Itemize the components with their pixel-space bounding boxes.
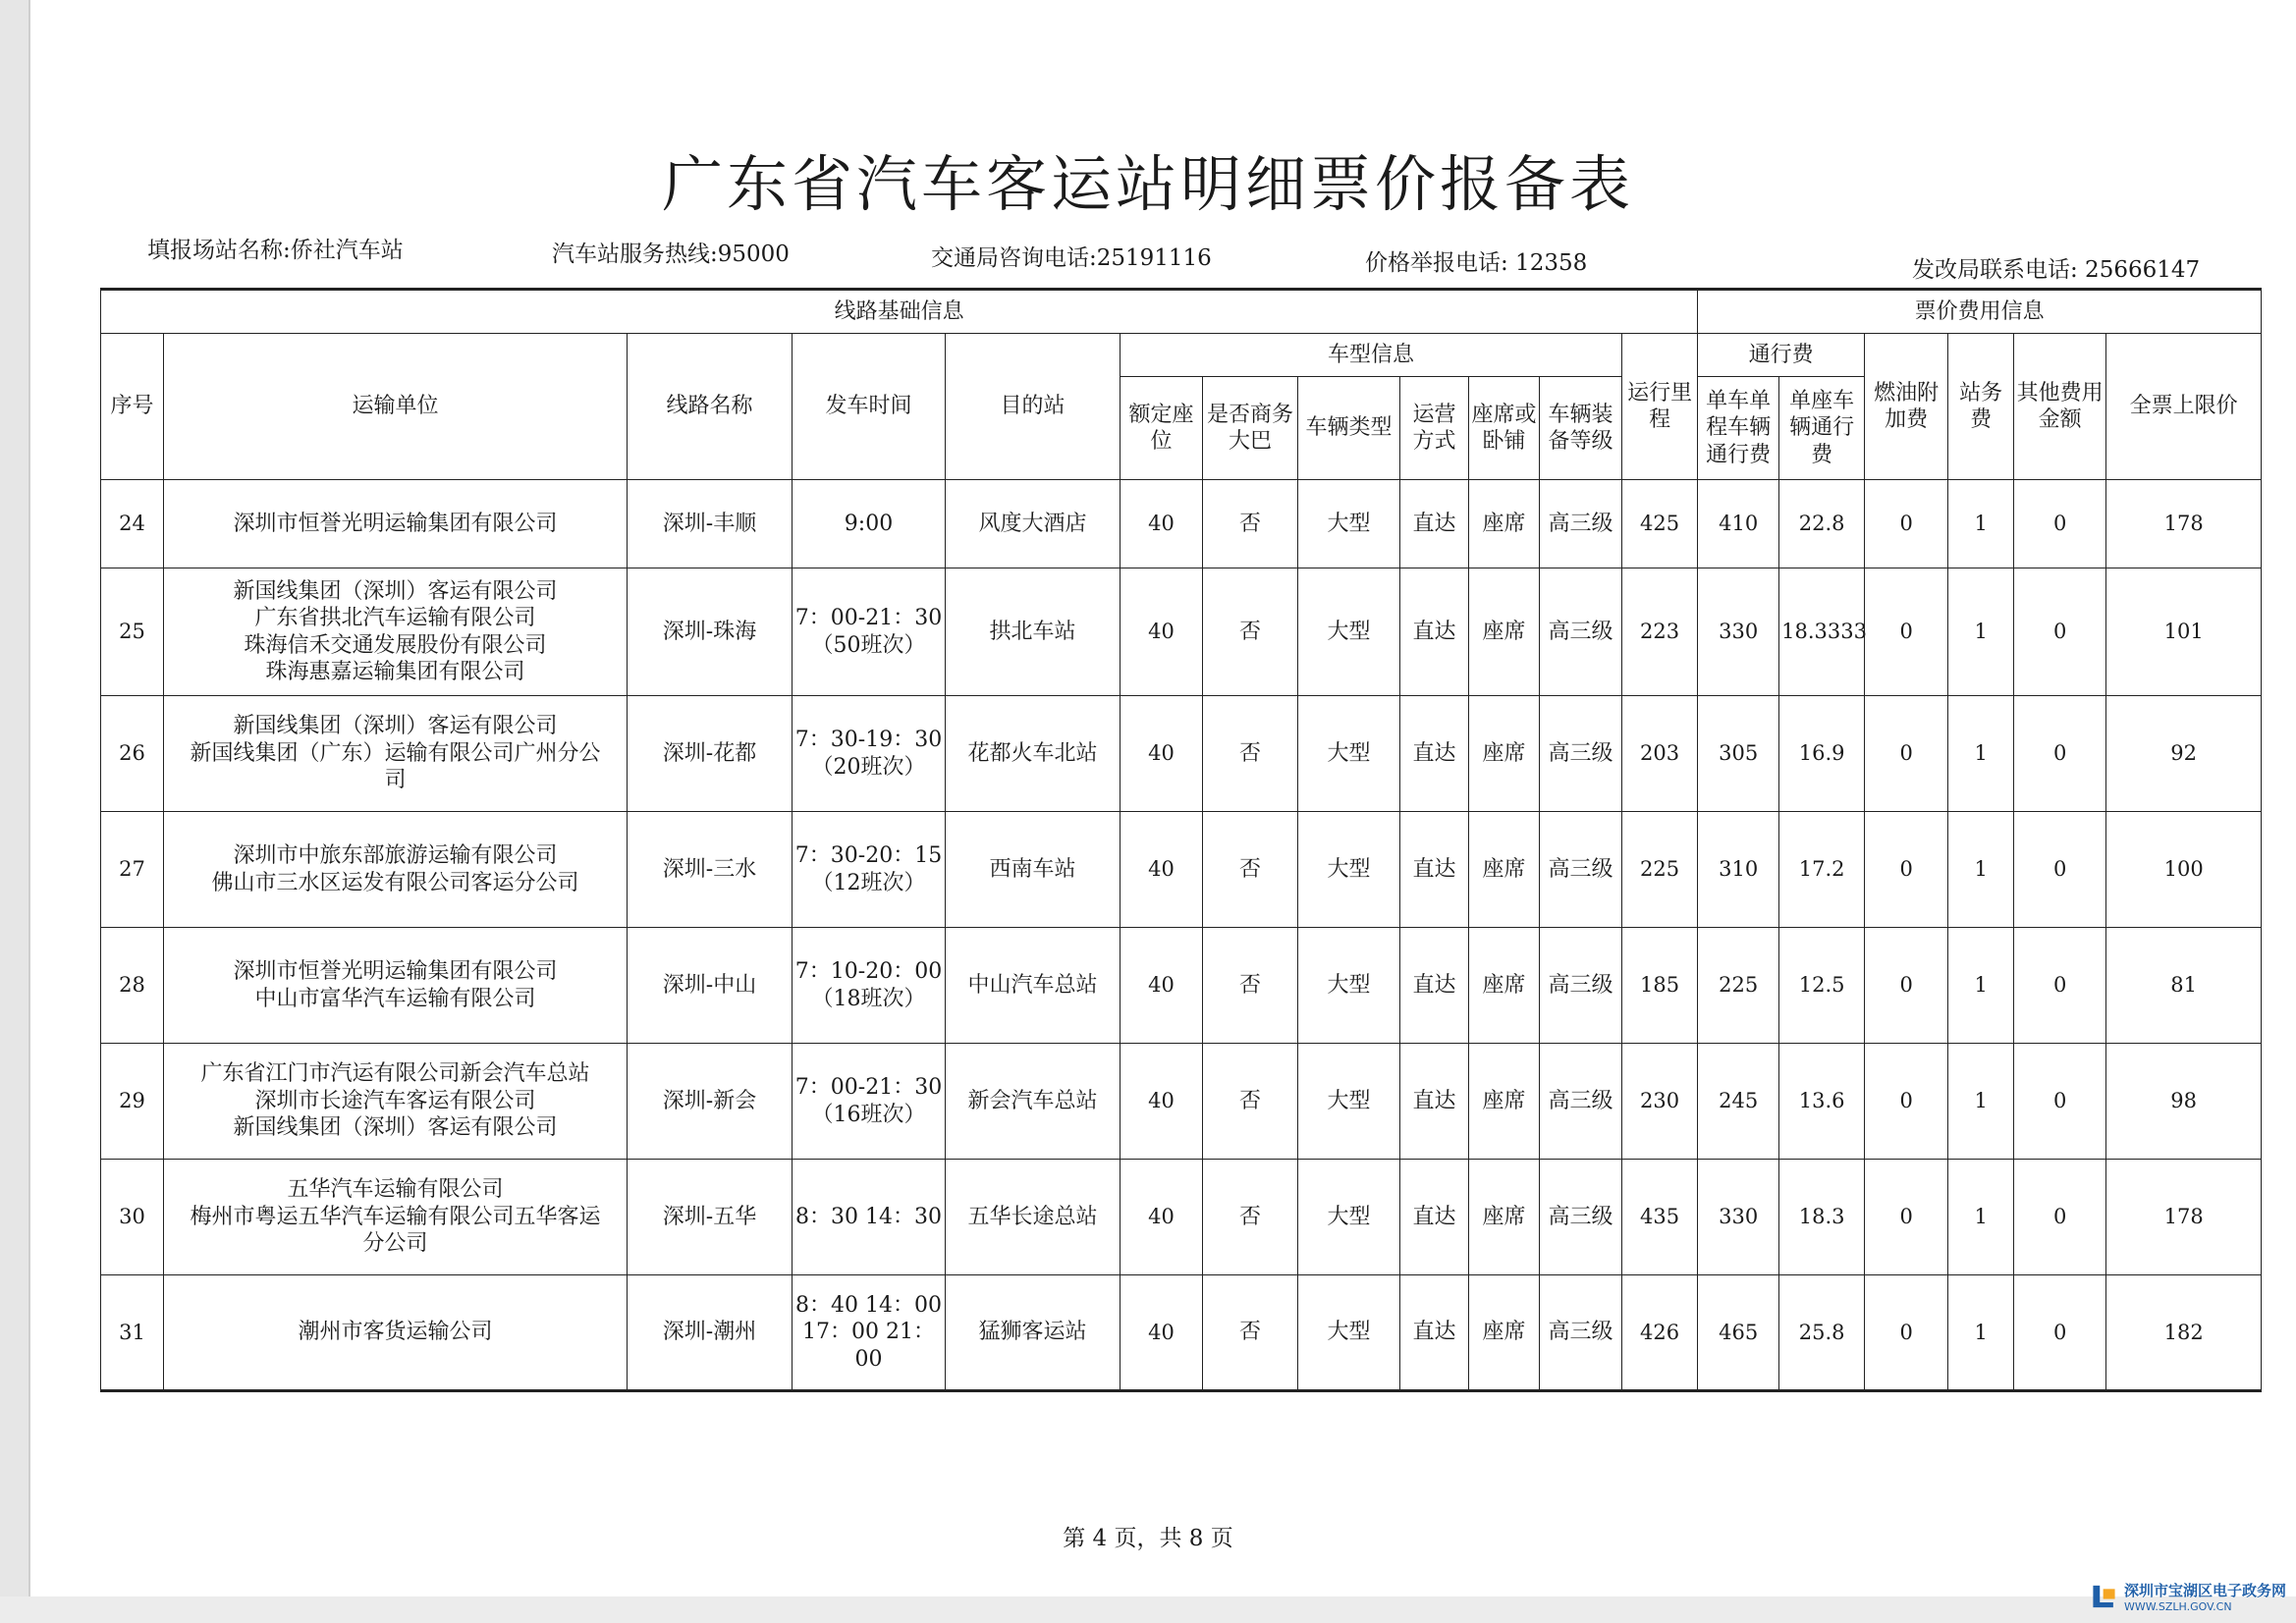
cell-time-line: 8：30 14：30 — [795, 1204, 942, 1229]
cell-time — [793, 696, 946, 812]
cell-grade: 高三级 — [1540, 696, 1622, 812]
cell-time-line: 8：40 14：00 — [795, 1292, 942, 1318]
cell-toll-seat: 22.8 — [1779, 480, 1865, 568]
col-carrier: 运输单位 — [164, 334, 628, 480]
cell-business: 否 — [1203, 1044, 1298, 1160]
cell-carrier-line: 中山市富华汽车运输有限公司 — [254, 986, 536, 1011]
cell-berth: 座席 — [1469, 928, 1540, 1044]
cell-carrier-line: 新国线集团（广东）运输有限公司广州分公 — [190, 740, 601, 766]
cell-business: 否 — [1203, 812, 1298, 928]
cell-business: 否 — [1203, 928, 1298, 1044]
cell-distance: 435 — [1622, 1160, 1698, 1275]
col-other-fee: 其他费用金额 — [2014, 334, 2106, 480]
cell-vehicle-type: 大型 — [1298, 1044, 1400, 1160]
cell-operation: 直达 — [1400, 1044, 1469, 1160]
col-distance: 运行里程 — [1622, 334, 1698, 480]
cell-destination: 五华长途总站 — [946, 1160, 1121, 1275]
col-max-fare: 全票上限价 — [2106, 334, 2262, 480]
cell-other-fee: 0 — [2014, 812, 2106, 928]
cell-fuel: 0 — [1865, 1160, 1948, 1275]
cell-business: 否 — [1203, 1160, 1298, 1275]
cell-route: 深圳-三水 — [628, 812, 793, 928]
route-info-header: 线路基础信息 — [101, 290, 1698, 334]
table-row — [101, 696, 2262, 812]
cell-carrier-line: 佛山市三水区运发有限公司客运分公司 — [211, 870, 579, 895]
cell-toll-vehicle: 330 — [1698, 1160, 1779, 1275]
cell-vehicle-type: 大型 — [1298, 812, 1400, 928]
cell-carrier-line: 分公司 — [362, 1231, 428, 1257]
cell-time-line: 7：10-20：00 — [794, 959, 943, 984]
cell-operation: 直达 — [1400, 696, 1469, 812]
cell-seats: 40 — [1121, 696, 1203, 812]
cell-grade: 高三级 — [1540, 812, 1622, 928]
cell-fuel: 0 — [1865, 928, 1948, 1044]
cell-time — [793, 568, 946, 696]
cell-max-fare: 182 — [2106, 1275, 2262, 1391]
cell-time-line: 7：30-19：30 — [794, 728, 943, 752]
col-grade: 车辆装备等级 — [1540, 377, 1622, 480]
cell-max-fare: 101 — [2106, 568, 2262, 696]
col-station-fee: 站务费 — [1948, 334, 2014, 480]
cell-other-fee: 0 — [2014, 1275, 2106, 1391]
cell-grade: 高三级 — [1540, 1275, 1622, 1391]
cell-toll-vehicle: 305 — [1698, 696, 1779, 812]
cell-vehicle-type: 大型 — [1298, 568, 1400, 696]
cell-seq: 30 — [101, 1160, 164, 1275]
table-row — [101, 928, 2262, 1044]
fare-table — [100, 288, 2262, 1392]
col-route: 线路名称 — [628, 334, 793, 480]
cell-operation: 直达 — [1400, 1275, 1469, 1391]
cell-carrier-line: 五华汽车运输有限公司 — [287, 1177, 504, 1203]
col-business: 是否商务大巴 — [1203, 377, 1298, 480]
col-berth: 座席或卧铺 — [1469, 377, 1540, 480]
cell-time — [793, 1044, 946, 1160]
price-report-phone: 价格举报电话: 12358 — [1365, 250, 1588, 276]
col-toll-vehicle: 单车单程车辆通行费 — [1698, 377, 1779, 480]
cell-carrier-line: 深圳市恒誉光明运输集团有限公司 — [233, 959, 558, 984]
traffic-bureau-phone: 交通局咨询电话:25191116 — [931, 245, 1212, 271]
cell-grade: 高三级 — [1540, 1160, 1622, 1275]
cell-operation: 直达 — [1400, 812, 1469, 928]
cell-seats: 40 — [1121, 1044, 1203, 1160]
cell-max-fare: 98 — [2106, 1044, 2262, 1160]
cell-business: 否 — [1203, 696, 1298, 812]
cell-fuel: 0 — [1865, 1044, 1948, 1160]
cell-destination: 猛狮客运站 — [946, 1275, 1121, 1391]
cell-station-fee: 1 — [1948, 1044, 2014, 1160]
reform-bureau-phone: 发改局联系电话: 25666147 — [1912, 257, 2201, 283]
cell-route: 深圳-五华 — [628, 1160, 793, 1275]
cell-destination: 西南车站 — [946, 812, 1121, 928]
cell-route: 深圳-丰顺 — [628, 480, 793, 568]
cell-time-line: （50班次） — [811, 632, 926, 658]
cell-toll-vehicle: 310 — [1698, 812, 1779, 928]
cell-grade: 高三级 — [1540, 480, 1622, 568]
watermark-name: 深圳市宝湖区电子政务网 — [2123, 1582, 2286, 1599]
cell-vehicle-type: 大型 — [1298, 1160, 1400, 1275]
cell-fuel: 0 — [1865, 568, 1948, 696]
cell-carrier-line: 深圳市中旅东部旅游运输有限公司 — [233, 843, 558, 868]
cell-station-fee: 1 — [1948, 568, 2014, 696]
cell-seats: 40 — [1121, 480, 1203, 568]
cell-other-fee: 0 — [2014, 480, 2106, 568]
cell-berth: 座席 — [1469, 1275, 1540, 1391]
cell-toll-seat: 16.9 — [1779, 696, 1865, 812]
cell-carrier — [164, 696, 628, 812]
cell-operation: 直达 — [1400, 568, 1469, 696]
cell-seats: 40 — [1121, 1160, 1203, 1275]
cell-station-fee: 1 — [1948, 1160, 2014, 1275]
col-vehicle-type: 车辆类型 — [1298, 377, 1400, 480]
cell-time-line: （16班次） — [811, 1102, 926, 1127]
cell-distance: 203 — [1622, 696, 1698, 812]
cell-max-fare: 100 — [2106, 812, 2262, 928]
table-row — [101, 480, 2262, 568]
cell-seats: 40 — [1121, 1275, 1203, 1391]
cell-time-line: 7：00-21：30 — [794, 606, 943, 630]
cell-station-fee: 1 — [1948, 480, 2014, 568]
cell-toll-vehicle: 225 — [1698, 928, 1779, 1044]
cell-distance: 425 — [1622, 480, 1698, 568]
cell-seq: 29 — [101, 1044, 164, 1160]
cell-toll-seat: 13.6 — [1779, 1044, 1865, 1160]
cell-toll-seat: 12.5 — [1779, 928, 1865, 1044]
cell-route: 深圳-珠海 — [628, 568, 793, 696]
cell-carrier-line: 司 — [384, 768, 407, 793]
cell-station-fee: 1 — [1948, 928, 2014, 1044]
table-row — [101, 568, 2262, 696]
col-seq: 序号 — [101, 334, 164, 480]
cell-carrier — [164, 812, 628, 928]
cell-destination: 中山汽车总站 — [946, 928, 1121, 1044]
cell-toll-seat: 25.8 — [1779, 1275, 1865, 1391]
szlh-logo-icon — [2090, 1580, 2118, 1613]
cell-max-fare: 178 — [2106, 1160, 2262, 1275]
cell-time — [793, 928, 946, 1044]
cell-berth: 座席 — [1469, 696, 1540, 812]
cell-route: 深圳-中山 — [628, 928, 793, 1044]
cell-time-line: 7：00-21：30 — [794, 1075, 943, 1100]
cell-destination: 新会汽车总站 — [946, 1044, 1121, 1160]
cell-grade: 高三级 — [1540, 568, 1622, 696]
cell-grade: 高三级 — [1540, 1044, 1622, 1160]
cell-carrier — [164, 480, 628, 568]
col-fuel: 燃油附加费 — [1865, 334, 1948, 480]
cell-seats: 40 — [1121, 568, 1203, 696]
cell-seq: 28 — [101, 928, 164, 1044]
cell-other-fee: 0 — [2014, 928, 2106, 1044]
fare-info-header: 票价费用信息 — [1698, 290, 2262, 334]
col-operation: 运营方式 — [1400, 377, 1469, 480]
cell-distance: 426 — [1622, 1275, 1698, 1391]
cell-toll-seat: 18.3 — [1779, 1160, 1865, 1275]
cell-other-fee: 0 — [2014, 1044, 2106, 1160]
cell-fuel: 0 — [1865, 1275, 1948, 1391]
cell-berth: 座席 — [1469, 1044, 1540, 1160]
service-hotline: 汽车站服务热线:95000 — [552, 242, 790, 267]
cell-destination: 花都火车北站 — [946, 696, 1121, 812]
cell-carrier-line: 深圳市长途汽车客运有限公司 — [254, 1088, 536, 1113]
cell-time-line: （12班次） — [811, 870, 926, 895]
cell-toll-seat: 18.3333 — [1779, 568, 1865, 696]
cell-vehicle-type: 大型 — [1298, 480, 1400, 568]
cell-seats: 40 — [1121, 928, 1203, 1044]
cell-vehicle-type: 大型 — [1298, 928, 1400, 1044]
table-row — [101, 812, 2262, 928]
cell-vehicle-type: 大型 — [1298, 1275, 1400, 1391]
cell-distance: 230 — [1622, 1044, 1698, 1160]
col-depart-time: 发车时间 — [793, 334, 946, 480]
cell-operation: 直达 — [1400, 928, 1469, 1044]
cell-grade: 高三级 — [1540, 928, 1622, 1044]
cell-toll-vehicle: 245 — [1698, 1044, 1779, 1160]
cell-station-fee: 1 — [1948, 1275, 2014, 1391]
watermark-url: WWW.SZLH.GOV.CN — [2123, 1600, 2232, 1613]
page-title: 广东省汽车客运站明细票价报备表 — [661, 148, 1634, 220]
cell-fuel: 0 — [1865, 696, 1948, 812]
cell-time-line: （18班次） — [811, 986, 926, 1011]
cell-time-line: 9:00 — [844, 511, 894, 536]
cell-other-fee: 0 — [2014, 696, 2106, 812]
cell-other-fee: 0 — [2014, 568, 2106, 696]
table-row — [101, 1044, 2262, 1160]
cell-destination: 拱北车站 — [946, 568, 1121, 696]
table-row — [101, 1160, 2262, 1275]
cell-route: 深圳-新会 — [628, 1044, 793, 1160]
cell-toll-vehicle: 465 — [1698, 1275, 1779, 1391]
cell-business: 否 — [1203, 1275, 1298, 1391]
cell-carrier-line: 潮州市客货运输公司 — [298, 1320, 493, 1345]
cell-time-line: 17：00 21： — [802, 1320, 935, 1345]
cell-time — [793, 1160, 946, 1275]
cell-seq: 27 — [101, 812, 164, 928]
cell-toll-seat: 17.2 — [1779, 812, 1865, 928]
cell-route: 深圳-潮州 — [628, 1275, 793, 1391]
page-footer: 第 4 页，共 8 页 — [1063, 1526, 1233, 1551]
cell-carrier-line: 珠海信禾交通发展股份有限公司 — [244, 632, 547, 658]
cell-time — [793, 1275, 946, 1391]
cell-carrier-line: 珠海惠嘉运输集团有限公司 — [265, 660, 525, 684]
cell-seats: 40 — [1121, 812, 1203, 928]
cell-seq: 26 — [101, 696, 164, 812]
cell-carrier — [164, 1160, 628, 1275]
table-row — [101, 1275, 2262, 1391]
cell-operation: 直达 — [1400, 1160, 1469, 1275]
toll-header: 通行费 — [1698, 334, 1865, 377]
cell-carrier-line: 梅州市粤运五华汽车运输有限公司五华客运 — [190, 1204, 601, 1229]
cell-carrier-line: 广东省江门市汽运有限公司新会汽车总站 — [200, 1061, 590, 1087]
cell-carrier — [164, 928, 628, 1044]
cell-destination: 风度大酒店 — [946, 480, 1121, 568]
cell-distance: 223 — [1622, 568, 1698, 696]
cell-business: 否 — [1203, 568, 1298, 696]
cell-max-fare: 178 — [2106, 480, 2262, 568]
col-seats: 额定座位 — [1121, 377, 1203, 480]
cell-other-fee: 0 — [2014, 1160, 2106, 1275]
cell-distance: 225 — [1622, 812, 1698, 928]
col-destination: 目的站 — [946, 334, 1121, 480]
cell-station-fee: 1 — [1948, 696, 2014, 812]
cell-seq: 25 — [101, 568, 164, 696]
cell-max-fare: 81 — [2106, 928, 2262, 1044]
cell-berth: 座席 — [1469, 568, 1540, 696]
cell-berth: 座席 — [1469, 480, 1540, 568]
cell-berth: 座席 — [1469, 1160, 1540, 1275]
cell-carrier — [164, 1275, 628, 1391]
cell-berth: 座席 — [1469, 812, 1540, 928]
cell-station-fee: 1 — [1948, 812, 2014, 928]
cell-carrier-line: 新国线集团（深圳）客运有限公司 — [233, 1115, 558, 1141]
cell-carrier-line: 广东省拱北汽车运输有限公司 — [254, 606, 536, 630]
cell-time-line: （20班次） — [811, 754, 926, 780]
cell-fuel: 0 — [1865, 812, 1948, 928]
cell-carrier-line: 新国线集团（深圳）客运有限公司 — [233, 714, 558, 739]
col-toll-seat: 单座车辆通行费 — [1779, 377, 1865, 480]
cell-toll-vehicle: 330 — [1698, 568, 1779, 696]
cell-carrier — [164, 1044, 628, 1160]
cell-fuel: 0 — [1865, 480, 1948, 568]
cell-time — [793, 480, 946, 568]
cell-seq: 31 — [101, 1275, 164, 1391]
cell-route: 深圳-花都 — [628, 696, 793, 812]
cell-vehicle-type: 大型 — [1298, 696, 1400, 812]
cell-carrier-line: 深圳市恒誉光明运输集团有限公司 — [233, 511, 558, 536]
cell-distance: 185 — [1622, 928, 1698, 1044]
cell-carrier-line: 新国线集团（深圳）客运有限公司 — [233, 578, 558, 604]
cell-operation: 直达 — [1400, 480, 1469, 568]
cell-max-fare: 92 — [2106, 696, 2262, 812]
watermark-logo — [2090, 1577, 2286, 1616]
cell-seq: 24 — [101, 480, 164, 568]
cell-time-line: 7：30-20：15 — [794, 843, 943, 868]
station-name: 填报场站名称:侨社汽车站 — [147, 238, 404, 263]
cell-time — [793, 812, 946, 928]
cell-time-line: 00 — [854, 1346, 883, 1372]
cell-carrier — [164, 568, 628, 696]
cell-business: 否 — [1203, 480, 1298, 568]
cell-toll-vehicle: 410 — [1698, 480, 1779, 568]
vehicle-info-header: 车型信息 — [1121, 334, 1622, 377]
